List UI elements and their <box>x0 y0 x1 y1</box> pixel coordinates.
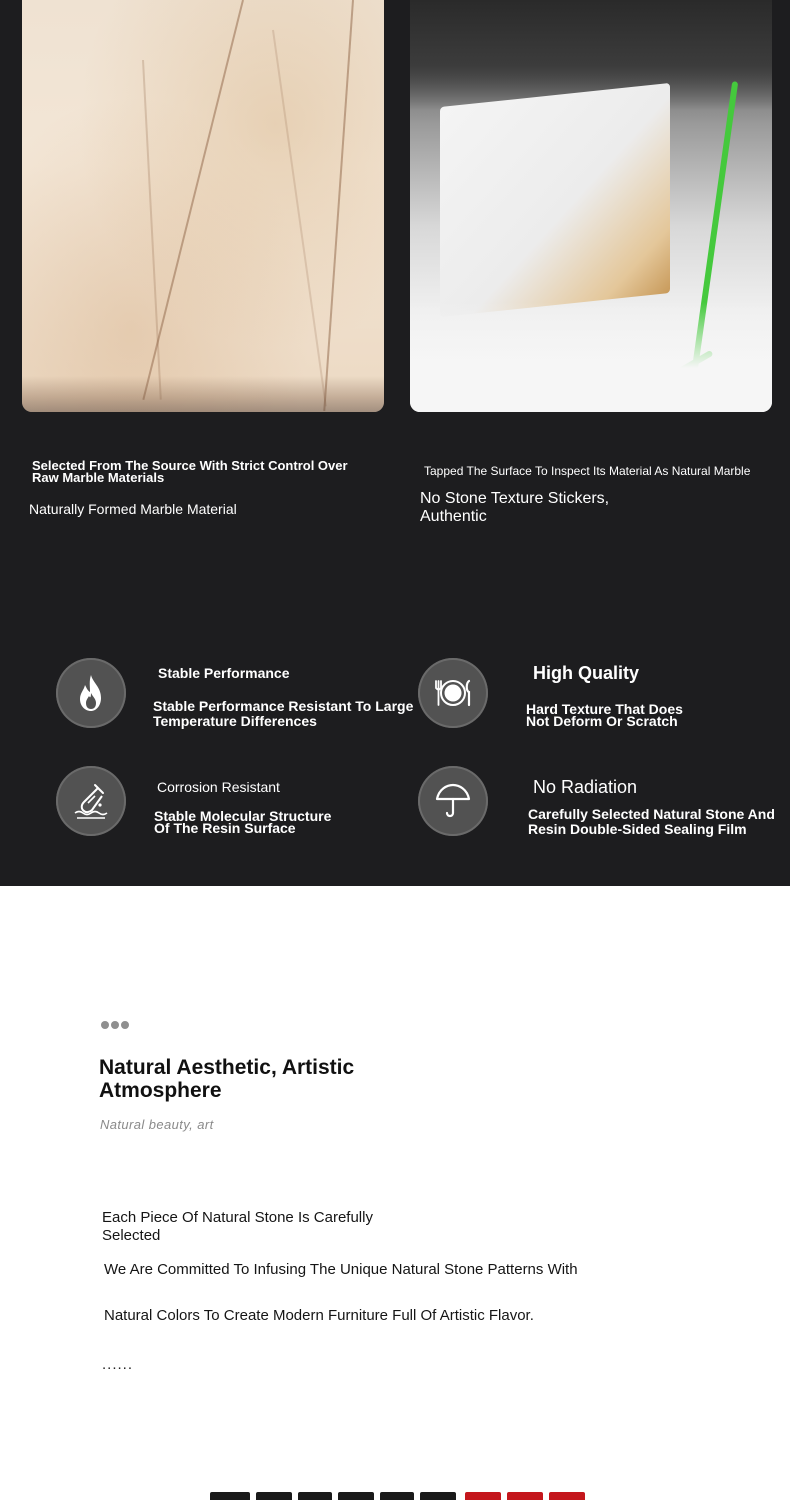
paragraph-ellipsis: ...... <box>102 1356 134 1373</box>
feature-desc-stable-line2: Temperature Differences <box>153 713 317 729</box>
umbrella-icon <box>418 766 488 836</box>
right-caption-small: Tapped The Surface To Inspect Its Material As Natural Marble <box>424 464 751 478</box>
feature-title-quality: High Quality <box>533 663 640 683</box>
feature-desc-corrosion-line2: Of The Resin Surface <box>154 820 296 836</box>
paragraph-title-line2: Selected <box>102 1227 161 1244</box>
feature-desc-radiation-line2: Resin Double-Sided Sealing Film <box>528 821 747 837</box>
left-caption-sub: Naturally Formed Marble Material <box>29 501 237 517</box>
feature-desc-radiation-line1: Carefully Selected Natural Stone And <box>528 806 775 822</box>
flame-icon <box>56 658 126 728</box>
aesthetic-title-line2: Atmosphere <box>99 1079 222 1102</box>
test-tube-icon <box>56 766 126 836</box>
feature-desc-quality-line1: Hard Texture That Does <box>526 701 683 717</box>
cropped-heading-graphic <box>210 1488 590 1500</box>
feature-title-stable: Stable Performance <box>158 665 290 681</box>
aesthetic-title <box>99 1056 479 1102</box>
feature-title-radiation: No Radiation <box>533 777 638 797</box>
marble-cutting-photo <box>410 0 772 412</box>
right-caption-line2: Authentic <box>420 508 487 525</box>
paragraph-line2: Natural Colors To Create Modern Furniture Full Of Artistic Flavor. <box>104 1307 534 1324</box>
feature-title-corrosion: Corrosion Resistant <box>157 779 280 795</box>
left-caption-line2: Raw Marble Materials <box>32 470 165 485</box>
aesthetic-title-line1: Natural Aesthetic, Artistic <box>99 1056 355 1079</box>
paragraph-line1: We Are Committed To Infusing The Unique Natural Stone Patterns With <box>104 1261 578 1278</box>
aesthetic-subtitle: Natural beauty, art <box>100 1117 214 1132</box>
feature-desc-corrosion-line1: Stable Molecular Structure <box>154 808 332 824</box>
ellipsis-dots-icon <box>101 1021 129 1029</box>
right-caption-line1: No Stone Texture Stickers, <box>420 490 610 507</box>
plate-cutlery-icon <box>418 658 488 728</box>
paragraph-title-line1: Each Piece Of Natural Stone Is Carefully <box>102 1209 373 1226</box>
feature-desc-stable-line1: Stable Performance Resistant To Large <box>153 698 414 714</box>
left-caption-line1: Selected From The Source With Strict Control Over <box>32 458 348 473</box>
feature-desc-quality-line2: Not Deform Or Scratch <box>526 713 678 729</box>
paragraph-title <box>102 1209 373 1245</box>
marble-quarry-photo <box>22 0 384 412</box>
